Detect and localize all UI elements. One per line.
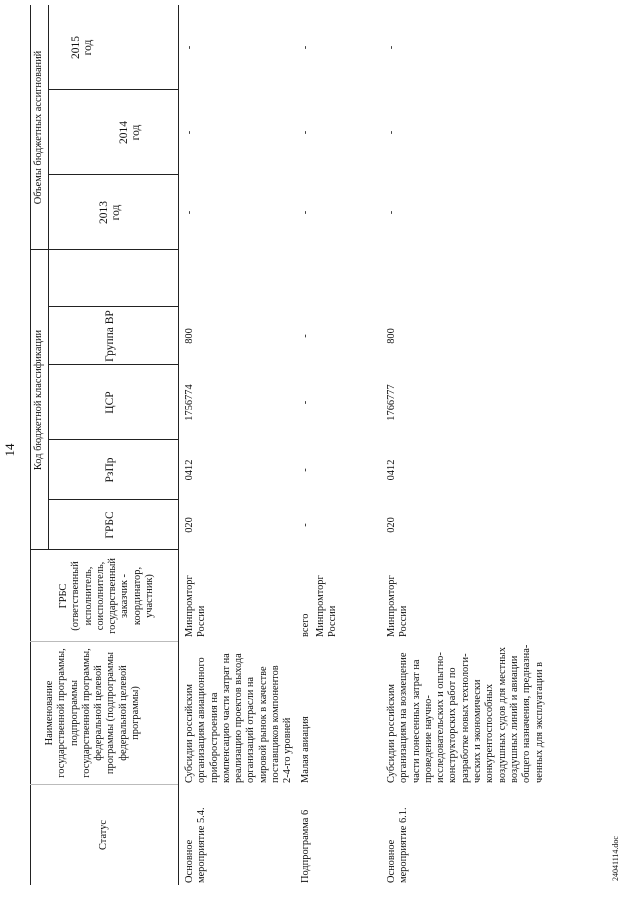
row-status: Основное мероприятие 6.1. [386,807,410,883]
page-number: 14 [2,443,17,457]
row-2015: - [386,45,397,50]
row-2015: - [300,45,311,50]
row-status: Основное мероприятие 5.4. [184,807,208,883]
header-volume-group: Объемы бюджетных ассигнований [33,50,44,205]
header-2015: 2015 год [70,36,95,59]
row-grbs-code: - [300,523,311,527]
row-name: Малая авиация [300,716,311,783]
row-csr: 1766777 [386,384,397,421]
header-code-group: Код бюджетной классификации [33,329,44,471]
row-rzpr: 0412 [386,459,397,481]
row-status: Подпрограмма 6 [300,809,311,883]
col-divider [48,89,178,90]
row-name: Субсидии российским организациям авиационного приборостроения на компенсацию части затрат на реализацию проектов выхода организаций отрасли на мировой рынок в качестве поставщиков компонентов 2-4-го уровней [184,653,294,783]
header-csr: ЦСР [104,391,116,414]
row-2014: - [184,130,195,135]
header-grbs-col: ГРБС [104,511,116,539]
row-grbs-code: 020 [184,517,195,533]
header-grbs: ГРБС (ответственный исполнитель, соисполнитель, государственный заказчик - координатор, участник) [58,558,156,634]
row-csr: - [300,400,311,405]
col-divider-faint [30,641,178,642]
row-2014: - [386,130,397,135]
row-vr: 800 [184,328,195,344]
header-rzpr: РзПр [104,457,116,483]
header-vr: Группа ВР [104,310,116,362]
row-2013: - [386,210,397,215]
row-rzpr: - [300,468,311,472]
table-top-border [30,5,31,885]
header-status: Статус [98,820,109,851]
footer-file-code: 24041114.doc [611,836,620,881]
row-grbs: Минпромторг России [386,575,410,637]
row-grbs: Минпромторг России [315,575,339,637]
row-vr: 800 [386,328,397,344]
header-name: Наименование государственной программы, подпрограммы государственной программы, федеральной целевой программы (подпрограммы федеральной целевой программы) [44,648,142,778]
group-header-divider [48,5,49,550]
row-rzpr: 0412 [184,459,195,481]
header-2013: 2013 год [98,201,123,224]
row-vr: - [300,334,311,338]
row-grbs-total: всего [300,613,311,637]
header-bottom-border [178,5,179,885]
row-grbs: Минпромторг России [184,575,208,637]
row-grbs-code: 020 [386,517,397,533]
row-name: Субсидии российским организациям на возмещение части понесенных затрат на проведение научно- исследовательских и опытно- конструкторских работ по разработке новых технологи- ческих и экономически конкурентоспособных воздушных судов для местных воздушных линий и авиации общего назначения, предназна- ченных для эксплуатации в [386,644,545,783]
header-2014: 2014 год [118,121,143,144]
row-2013: - [184,210,195,215]
row-2015: - [184,45,195,50]
row-csr: 1756774 [184,384,195,421]
row-2013: - [300,210,311,215]
row-2014: - [300,130,311,135]
